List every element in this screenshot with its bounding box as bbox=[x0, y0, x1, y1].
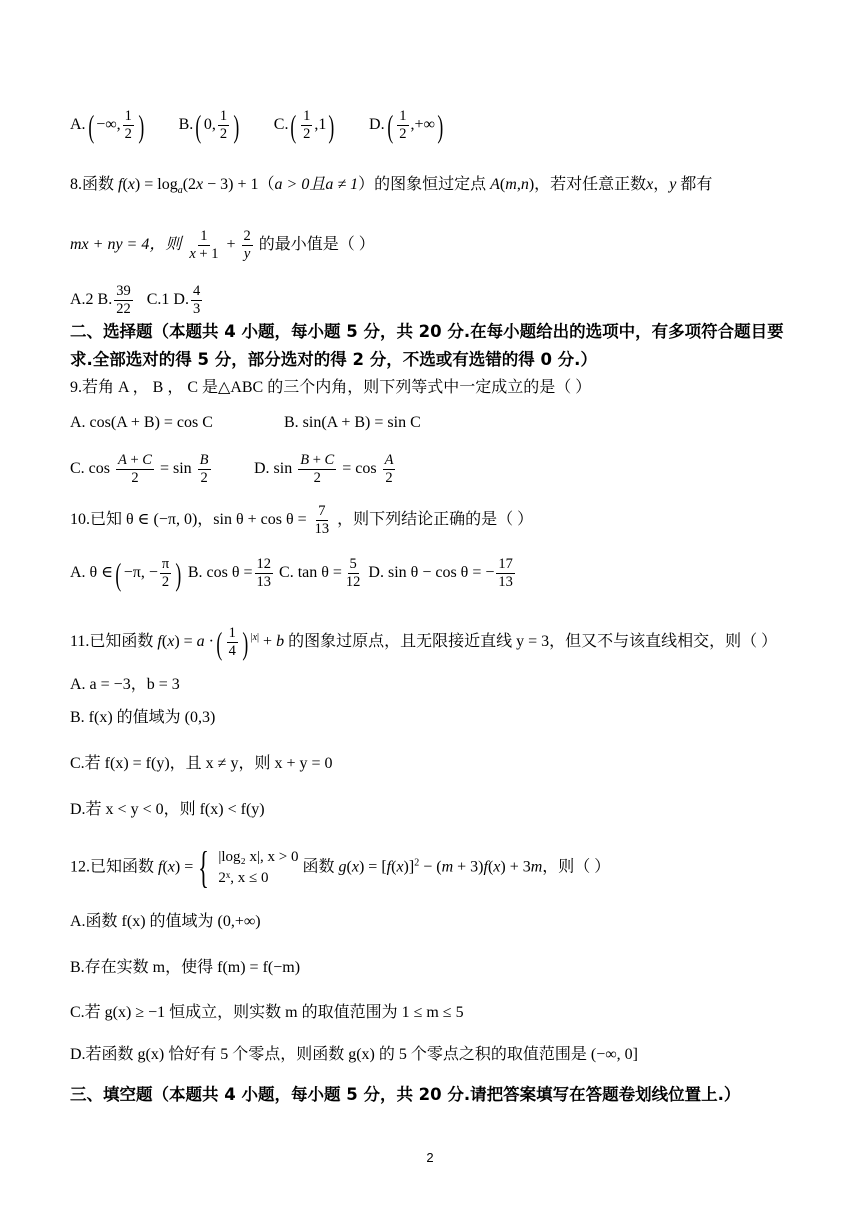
section2-heading-line1: 二、选择题（本题共 4 小题，每小题 5 分，共 20 分.在每小题给出的选项中，有多项符合题目要 bbox=[70, 322, 784, 341]
q9-option-c: C. cos $\frac{A + C}{2}$ = sin $\frac{B}{2}$ bbox=[70, 452, 209, 486]
q9-stem: 9.若角 A ， B ， C 是△ABC 的三个内角，则下列等式中一定成立的是（ ） bbox=[70, 379, 592, 396]
q12-option-a: A.函数 f(x) 的值域为 (0,+∞) bbox=[70, 913, 261, 930]
q7-option-a: A.( −∞, $\frac{1}{2}$ ) bbox=[70, 107, 145, 144]
q9-options-cd bbox=[70, 452, 397, 487]
q10-options bbox=[70, 556, 517, 591]
q7-option-b: B.( 0, $\frac{1}{2}$ ) bbox=[178, 107, 240, 144]
q7-option-c: C.( $\frac{1}{2}$ ,1) bbox=[273, 107, 335, 144]
q9-option-d: D. sin $\frac{B + C}{2}$ = cos $\frac{A}{2}$ bbox=[254, 452, 394, 486]
q9-options-ab bbox=[70, 413, 421, 433]
q8-stem: 8.函数 $f(x) = \log_a(2x - 3) + 1(a > 0$且a ≠ 1）的图象恒过定点 A(m,n)，若对任意正数x，y 都有 bbox=[70, 176, 713, 197]
q12-option-b: B.存在实数 m，使得 f(m) = f(−m) bbox=[70, 959, 301, 976]
q9-option-b: B. sin(A + B) = sin C bbox=[284, 414, 421, 431]
q7-option-d: D.( $\frac{1}{2}$ ,+∞) bbox=[369, 107, 444, 144]
q12-case-2: 2ˣ, x ≤ 0 bbox=[218, 870, 269, 886]
q10-option-a: A. θ ∈( −π, − $\frac{\pi}{2}$ ) bbox=[70, 555, 182, 592]
q10-stem: 10.已知 θ ∈ (−π, 0)，sin θ + cos θ = $\frac{7}{13}$ ，则下列结论正确的是（ ） bbox=[70, 503, 534, 537]
q8-stem-line2: mx + ny = 4，则 $\frac{1}{x + 1}$ + $\frac{2}{y}$ 的最小值是（ ） bbox=[70, 228, 375, 262]
page-number: 2 bbox=[426, 1150, 434, 1165]
q12-case-1: |log₂ x|, x > 0 bbox=[218, 849, 299, 865]
q11-option-a: A. a = −3，b = 3 bbox=[70, 676, 180, 693]
q12-option-d: D.若函数 g(x) 恰好有 5 个零点，则函数 g(x) 的 5 个零点之积的取值范围是 (−∞, 0] bbox=[70, 1046, 638, 1063]
q12-option-c: C.若 g(x) ≥ −1 恒成立，则实数 m 的取值范围为 1 ≤ m ≤ 5 bbox=[70, 1004, 464, 1021]
q11-option-b: B. f(x) 的值域为 (0,3) bbox=[70, 709, 216, 726]
q12-stem: 12.已知函数 f(x) = { |log₂ x|, x > 0 2ˣ, x ≤ 0 函数 $g(x) = [f(x)]^2 - (m + 3)f(x) + 3m$，则（ ） bbox=[70, 843, 611, 892]
q11-option-c: C.若 f(x) = f(y)，且 x ≠ y，则 x + y = 0 bbox=[70, 755, 333, 772]
q11-option-d: D.若 x < y < 0，则 f(x) < f(y) bbox=[70, 801, 265, 818]
q7-options bbox=[70, 108, 474, 143]
q10-option-d: D. sin θ − cos θ = − $\frac{17}{13}$ bbox=[368, 556, 513, 590]
q10-option-c: C. tan θ = $\frac{5}{12}$ bbox=[279, 556, 361, 590]
q11-stem: 11.已知函数 f(x) = a ·( $\frac{1}{4}$ ) $^{|x|}$ + b 的图象过原点，且无限接近直线 y = 3，但又不与该直线相交，则（ ） bbox=[70, 624, 778, 661]
q8-options: A.2 B. $\frac{39}{22}$ C.1 D. $\frac{4}{3}$ bbox=[70, 283, 201, 317]
section3-heading: 三、填空题（本题共 4 小题，每小题 5 分，共 20 分.请把答案填写在答题卷划线位置上.） bbox=[70, 1085, 741, 1104]
q9-option-a: A. cos(A + B) = cos C bbox=[70, 414, 213, 431]
q10-option-b: B. cos θ = $\frac{12}{13}$ bbox=[187, 556, 272, 590]
section2-heading-line2: 求.全部选对的得 5 分，部分选对的得 2 分，不选或有选错的得 0 分.） bbox=[70, 350, 597, 369]
